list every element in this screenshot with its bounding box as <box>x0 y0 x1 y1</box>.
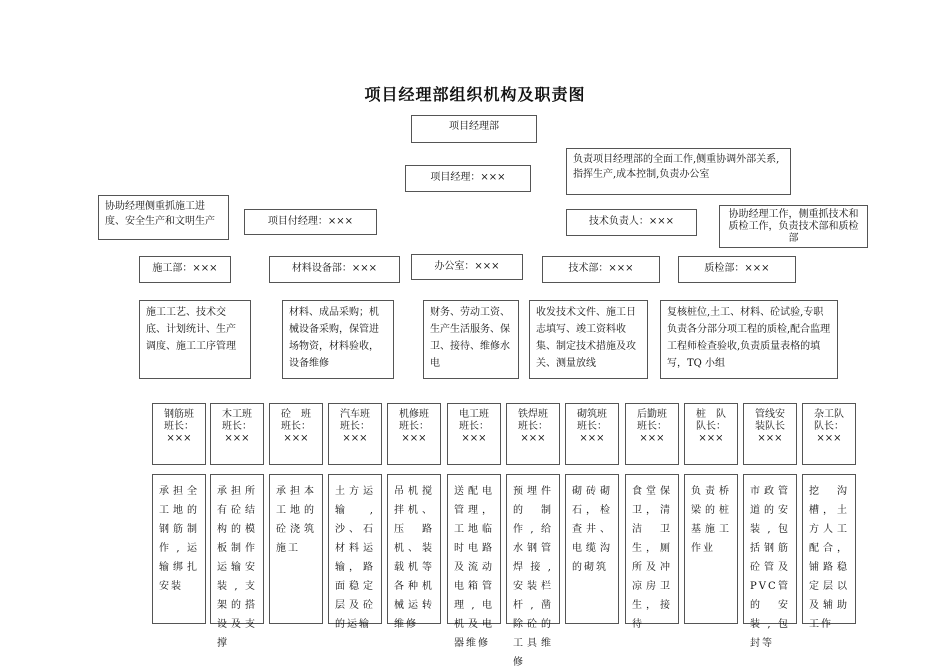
team-duty: 负责桥梁的桩基施工作业 <box>684 474 738 624</box>
dept-materials: 材料设备部：××× <box>269 256 400 283</box>
team-leader-label: 装队长 <box>755 421 785 432</box>
team-name: 木工班 <box>222 409 252 420</box>
team-leader-label: 班长： <box>281 421 311 432</box>
team-leader-label: 班长： <box>399 421 429 432</box>
dept-quality: 质检部：××× <box>678 256 796 283</box>
team-name: 砌筑班 <box>577 409 607 420</box>
team-leader-label: 班长： <box>459 421 489 432</box>
duty-technical: 收发技术文件、施工日志填写、竣工资料收集、制定技术措施及攻关、测量放线 <box>529 300 648 379</box>
team-box <box>328 403 382 465</box>
team-duty: 市政管道的安装,包括钢筋砼管及PVC管的安装,包封等 <box>743 474 797 624</box>
duty-office: 财务、劳动工资、生产生活服务、保卫、接待、维修水电 <box>423 300 519 379</box>
team-duty: 预埋件的制作,给水钢管焊接,安装栏杆,凿除砼的工具维修 <box>506 474 560 624</box>
tech-lead-note: 协助经理工作，侧重抓技术和质检工作，负责技术部和质检部 <box>719 205 868 248</box>
team-duty: 承担所有砼结构的模板制作运输安装,支架的搭设及支撑 <box>210 474 264 624</box>
team-box <box>743 403 797 465</box>
team-leader: ××× <box>757 433 783 444</box>
team-leader: ××× <box>579 433 605 444</box>
team-box <box>447 403 501 465</box>
team-duty: 食堂保卫，清洁卫生，厕所及冲凉房卫生，接待 <box>625 474 679 624</box>
team-leader: ××× <box>166 433 192 444</box>
team-duty: 砌砖砌石，检查井、电缆沟的砌筑 <box>565 474 619 624</box>
team-name: 钢筋班 <box>164 409 194 420</box>
team-name: 后勤班 <box>637 409 667 420</box>
team-box <box>506 403 560 465</box>
team-leader: ××× <box>342 433 368 444</box>
team-leader: ××× <box>698 433 724 444</box>
team-leader: ××× <box>461 433 487 444</box>
team-name: 机修班 <box>399 409 429 420</box>
team-duty: 挖沟槽，土方人工配合，铺路稳定层以及辅助工作 <box>802 474 856 624</box>
team-leader: ××× <box>816 433 842 444</box>
manager-box: 项目经理：××× <box>405 165 531 192</box>
team-leader: ××× <box>224 433 250 444</box>
duty-construction: 施工工艺、技术交底、计划统计、生产调度、施工工序管理 <box>139 300 251 379</box>
team-leader: ××× <box>401 433 427 444</box>
team-duty: 承担本工地的砼浇筑施工 <box>269 474 323 624</box>
team-box <box>625 403 679 465</box>
duty-materials: 材料、成品采购；机械设备采购，保管进场物资，材料验收，设备维修 <box>282 300 394 379</box>
team-box <box>684 403 738 465</box>
dept-construction: 施工部：××× <box>139 256 231 283</box>
team-box <box>565 403 619 465</box>
page-title: 项目经理部组织机构及职责图 <box>364 85 586 104</box>
team-box <box>152 403 206 465</box>
top-box: 项目经理部 <box>411 115 537 143</box>
team-name: 杂工队 <box>814 409 844 420</box>
team-leader-label: 班长： <box>577 421 607 432</box>
team-leader: ××× <box>283 433 309 444</box>
tech-lead-box: 技术负责人：××× <box>566 209 697 236</box>
team-name: 砼 班 <box>281 409 311 420</box>
team-name: 桩 队 <box>696 409 726 420</box>
team-name: 电工班 <box>459 409 489 420</box>
deputy-box: 项目付经理：××× <box>244 209 377 235</box>
watermark <box>250 300 266 354</box>
team-leader-label: 班长： <box>222 421 252 432</box>
manager-note: 负责项目经理部的全面工作,侧重协调外部关系,指挥生产,成本控制,负责办公室 <box>566 148 791 195</box>
duty-quality: 复核桩位,土工、材料、砼试验,专职负责各分部分项工程的质检,配合监理工程师检查验收,负责质量表格的填写，TQ 小组 <box>660 300 838 379</box>
team-box <box>802 403 856 465</box>
team-leader-label: 班长： <box>164 421 194 432</box>
team-leader-label: 班长： <box>637 421 667 432</box>
team-leader-label: 班长： <box>340 421 370 432</box>
dept-office: 办公室：××× <box>411 254 523 280</box>
team-leader-label: 班长： <box>518 421 548 432</box>
team-duty: 承担全工地的钢筋制作,运输绑扎安装 <box>152 474 206 624</box>
team-name: 管线安 <box>755 409 785 420</box>
team-duty: 吊机搅拌机、压路机、装载机等各种机械运转维修 <box>387 474 441 624</box>
team-box <box>387 403 441 465</box>
team-duty: 送配电管理，工地临时电路及流动电箱管理,电机及电器维修 <box>447 474 501 624</box>
team-duty: 土方运输,沙、石材料运输，路面稳定层及砼的运输 <box>328 474 382 624</box>
team-name: 汽车班 <box>340 409 370 420</box>
team-leader: ××× <box>639 433 665 444</box>
team-leader-label: 队长： <box>696 421 726 432</box>
team-name: 铁焊班 <box>518 409 548 420</box>
team-box <box>210 403 264 465</box>
team-box <box>269 403 323 465</box>
team-leader: ××× <box>520 433 546 444</box>
team-leader-label: 队长： <box>814 421 844 432</box>
dept-technical: 技术部：××× <box>542 256 660 283</box>
deputy-note: 协助经理侧重抓施工进度、安全生产和文明生产 <box>98 195 229 240</box>
